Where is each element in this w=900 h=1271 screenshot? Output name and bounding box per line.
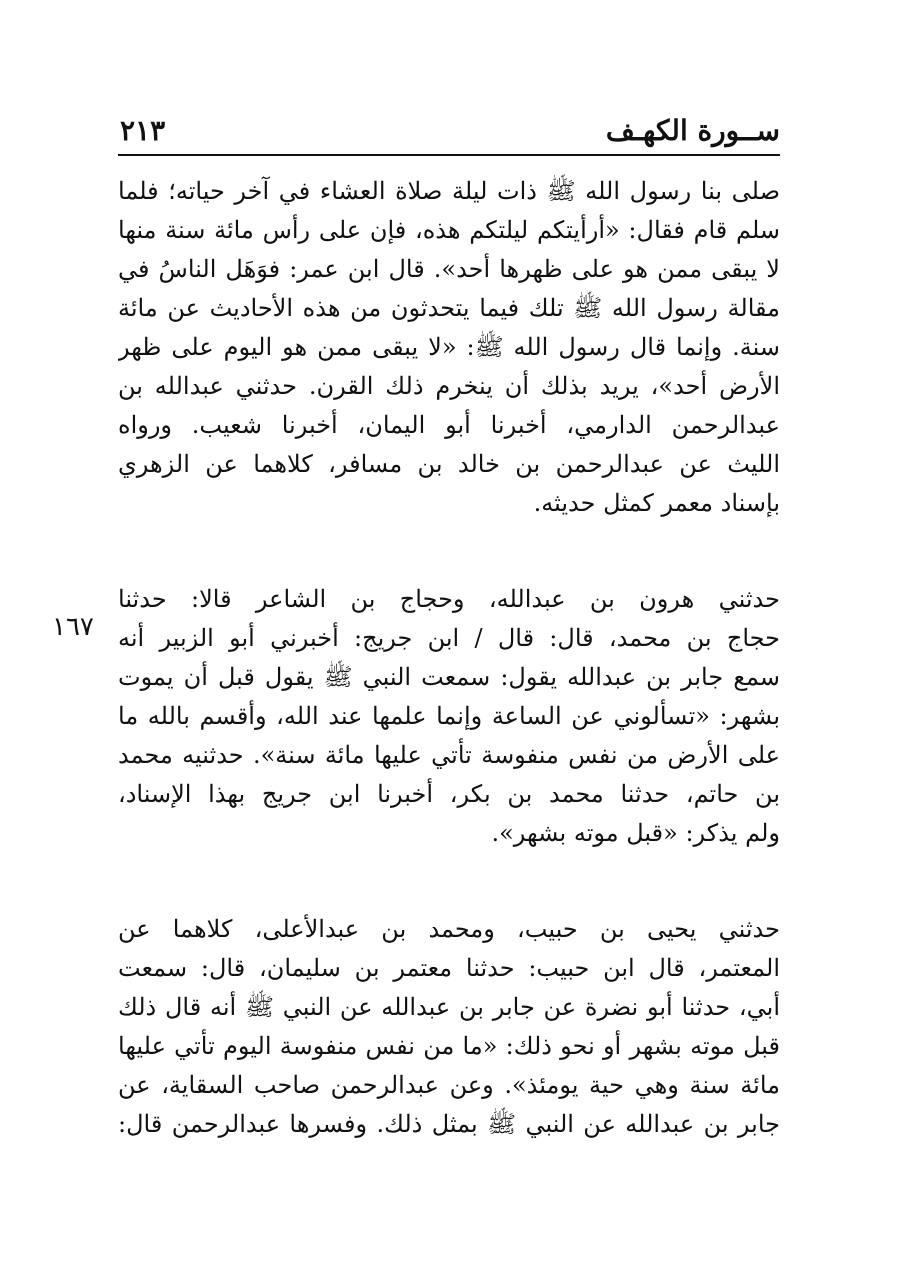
paragraph-2 xyxy=(118,580,780,853)
page-header xyxy=(118,112,780,156)
text-line: الأرض أحد»، يريد بذلك أن ينخرم ذلك القرن. حدثني عبدالله بن xyxy=(118,372,780,400)
text-line: جابر بن عبدالله عن النبي ﷺ بمثل ذلك. وفسرها عبدالرحمن قال: xyxy=(118,1110,780,1138)
text-line: سمع جابر بن عبدالله يقول: سمعت النبي ﷺ يقول قبل أن يموت xyxy=(118,663,780,691)
text-line: لا يبقى ممن هو على ظهرها أحد». قال ابن عمر: فوَهَل الناسُ في xyxy=(118,255,780,283)
text-line: قبل موته بشهر أو نحو ذلك: «ما من نفس منفوسة اليوم تأتي عليها xyxy=(118,1032,780,1060)
text-line: على الأرض من نفس منفوسة تأتي عليها مائة سنة». حدثنيه محمد xyxy=(118,741,780,769)
text-line: بن حاتم، حدثنا محمد بن بكر، أخبرنا ابن جريج بهذا الإسناد، xyxy=(118,780,780,808)
text-line: بشهر: «تسألوني عن الساعة وإنما علمها عند الله، وأقسم بالله ما xyxy=(118,702,780,730)
text-line: عبدالرحمن الدارمي، أخبرنا أبو اليمان، أخبرنا شعيب. ورواه xyxy=(118,411,780,439)
text-line: حدثني يحيى بن حبيب، ومحمد بن عبدالأعلى، كلاهما عن xyxy=(118,915,780,943)
text-line: مائة سنة وهي حية يومئذ». وعن عبدالرحمن صاحب السقاية، عن xyxy=(118,1071,780,1099)
text-line: الليث عن عبدالرحمن بن خالد بن مسافر، كلاهما عن الزهري xyxy=(118,450,780,478)
paragraph-3 xyxy=(118,910,780,1144)
text-line: سلم قام فقال: «أرأيتكم ليلتكم هذه، فإن على رأس مائة سنة منها xyxy=(118,216,780,244)
paragraph-1 xyxy=(118,172,780,523)
text-line: صلى بنا رسول الله ﷺ ذات ليلة صلاة العشاء في آخر حياته؛ فلما xyxy=(118,177,780,205)
surah-title: ســورة الكهـف xyxy=(605,114,780,147)
text-line: حدثني هرون بن عبدالله، وحجاج بن الشاعر قالا: حدثنا xyxy=(118,585,780,613)
text-line: حجاج بن محمد، قال: قال / ابن جريج: أخبرني أبو الزبير أنه xyxy=(118,624,780,652)
text-line: مقالة رسول الله ﷺ تلك فيما يتحدثون من هذه الأحاديث عن مائة xyxy=(118,294,780,322)
text-line: المعتمر، قال ابن حبيب: حدثنا معتمر بن سليمان، قال: سمعت xyxy=(118,954,780,982)
text-line: سنة. وإنما قال رسول الله ﷺ: «لا يبقى ممن هو اليوم على ظهر xyxy=(118,333,780,361)
page-number: ٢١٣ xyxy=(120,114,166,147)
text-line: بإسناد معمر كمثل حديثه. xyxy=(533,489,780,517)
text-line: ولم يذكر: «قبل موته بشهر». xyxy=(491,819,780,847)
text-line: أبي، حدثنا أبو نضرة عن جابر بن عبدالله عن النبي ﷺ أنه قال ذلك xyxy=(118,993,780,1021)
hadith-margin-number: ١٦٧ xyxy=(52,612,94,642)
